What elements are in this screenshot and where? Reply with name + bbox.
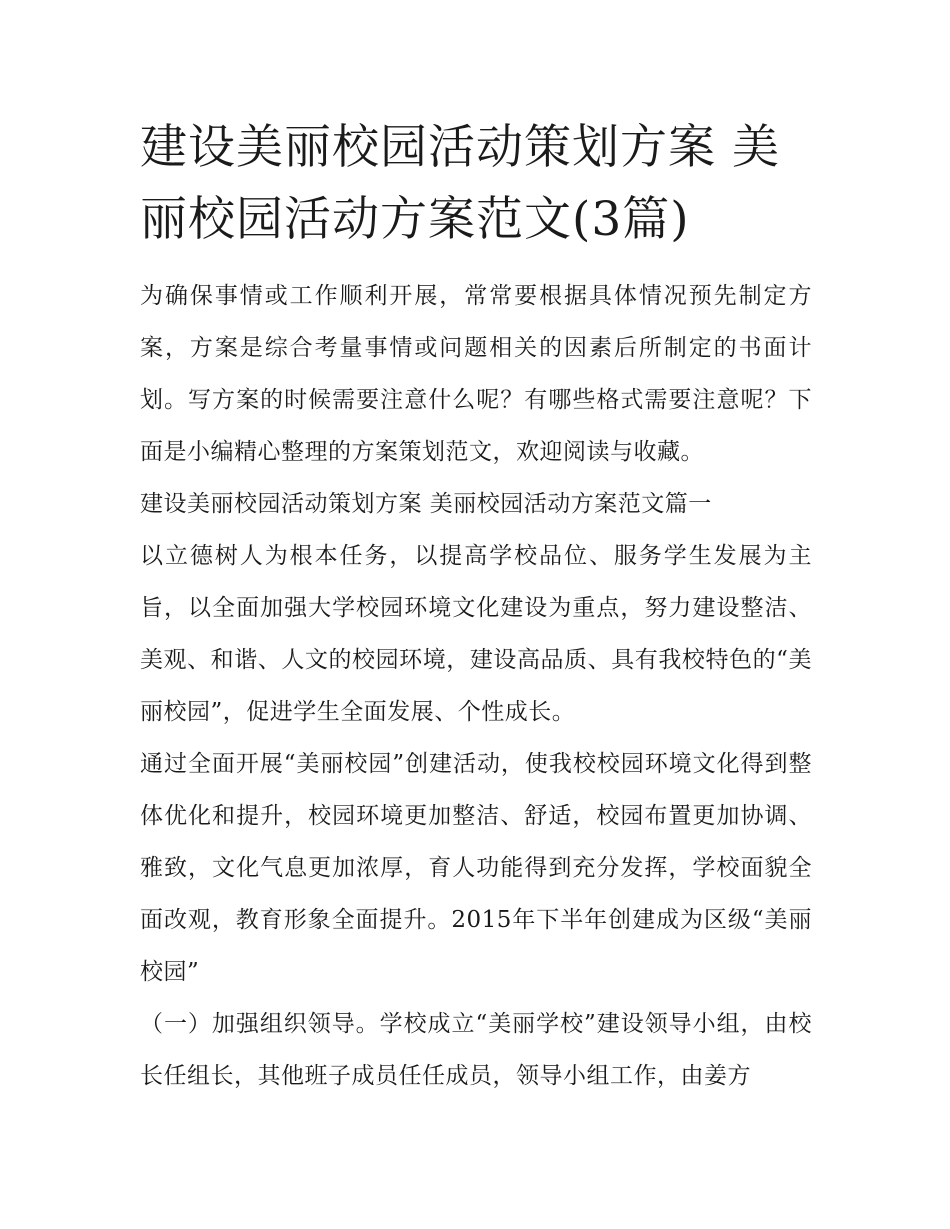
document-body: [140, 112, 812, 1102]
measures-paragraph: （一）加强组织领导。学校成立“美丽学校”建设领导小组，由校长任组长，其他班子成员任任成员，领导小组工作，由姜方: [140, 1011, 812, 1089]
goal-paragraph: 通过全面开展“美丽校园”创建活动，使我校校园环境文化得到整体优化和提升，校园环境更加整洁、舒适，校园布置更加协调、雅致，文化气息更加浓厚，育人功能得到充分发挥，学校面貌全面改观，教育形象全面提升。2015年下半年创建成为区级“美丽校园”: [140, 751, 812, 985]
document-title: 建设美丽校园活动策划方案 美丽校园活动方案范文(3篇): [140, 120, 780, 247]
purpose-paragraph: 以立德树人为根本任务，以提高学校品位、服务学生发展为主旨，以全面加强大学校园环境文化建设为重点，努力建设整洁、美观、和谐、人文的校园环境，建设高品质、具有我校特色的“美丽校园”，促进学生全面发展、个性成长。: [140, 543, 812, 725]
section-heading: 建设美丽校园活动策划方案 美丽校园活动方案范文篇一: [140, 491, 712, 517]
intro-paragraph: 为确保事情或工作顺利开展，常常要根据具体情况预先制定方案，方案是综合考量事情或问题相关的因素后所制定的书面计划。写方案的时候需要注意什么呢？有哪些格式需要注意呢？下面是小编精心整理的方案策划范文，欢迎阅读与收藏。: [140, 283, 812, 465]
